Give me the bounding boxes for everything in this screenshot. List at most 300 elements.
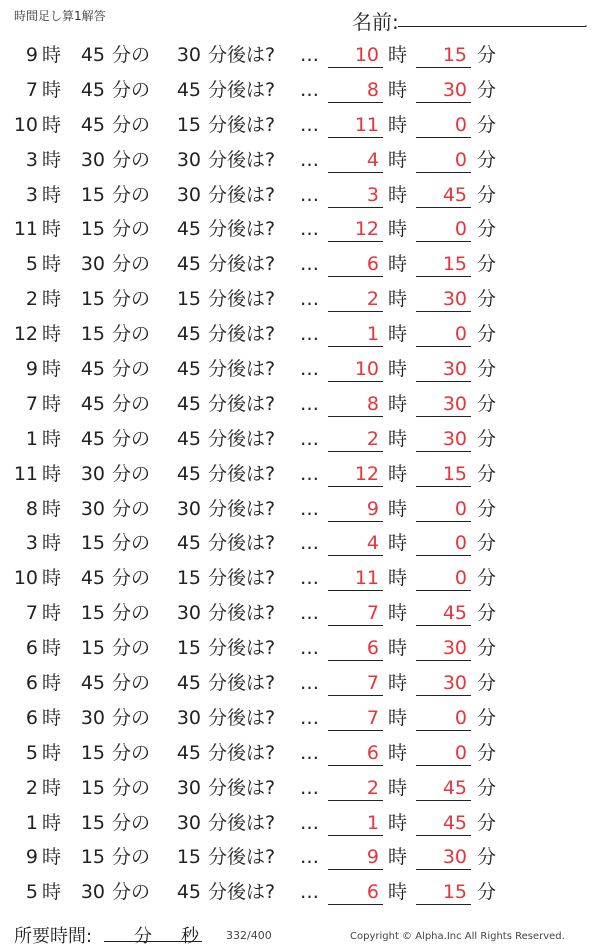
answer-minute[interactable]: 15	[416, 38, 471, 68]
answer-hour[interactable]: 1	[328, 317, 383, 347]
problem-start-minute: 30	[80, 497, 105, 520]
answer-hour-unit: 時	[388, 637, 408, 660]
page-number: 332/400	[226, 929, 272, 942]
problem-row	[0, 317, 600, 352]
answer-hour[interactable]: 2	[328, 282, 383, 312]
ellipsis: …	[300, 602, 319, 625]
answer-hour-unit: 時	[388, 113, 408, 136]
ellipsis: …	[300, 706, 319, 729]
minute-of-label: 分の	[112, 323, 151, 346]
answer-hour[interactable]: 11	[328, 108, 383, 138]
answer-minute[interactable]: 0	[416, 526, 471, 556]
ellipsis: …	[300, 218, 319, 241]
minutes-after-label: 分後は?	[208, 497, 276, 520]
problem-added-minutes: 45	[176, 78, 201, 101]
answer-minute[interactable]: 0	[416, 317, 471, 347]
answer-minute[interactable]: 30	[416, 840, 471, 870]
answer-hour-unit: 時	[388, 392, 408, 415]
problem-row	[0, 701, 600, 736]
problem-added-minutes: 15	[176, 288, 201, 311]
hour-unit: 時	[42, 462, 62, 485]
ellipsis: …	[300, 776, 319, 799]
problem-start-hour: 10	[13, 567, 38, 590]
answer-minute[interactable]: 15	[416, 875, 471, 905]
answer-hour[interactable]: 8	[328, 387, 383, 417]
problem-start-hour: 5	[25, 253, 38, 276]
ellipsis: …	[300, 741, 319, 764]
problem-start-hour: 7	[25, 78, 38, 101]
problem-start-minute: 15	[80, 323, 105, 346]
answer-minute-unit: 分	[477, 567, 497, 590]
ellipsis: …	[300, 846, 319, 869]
hour-unit: 時	[42, 881, 62, 904]
ellipsis: …	[300, 288, 319, 311]
minute-of-label: 分の	[112, 392, 151, 415]
problem-start-minute: 15	[80, 532, 105, 555]
minute-of-label: 分の	[112, 183, 151, 206]
answer-hour-unit: 時	[388, 288, 408, 311]
name-label: 名前:	[352, 10, 399, 34]
problem-start-hour: 11	[13, 218, 38, 241]
problem-added-minutes: 45	[176, 741, 201, 764]
answer-hour[interactable]: 7	[328, 596, 383, 626]
answer-minute-unit: 分	[477, 358, 497, 381]
answer-hour-unit: 時	[388, 846, 408, 869]
answer-minute-unit: 分	[477, 672, 497, 695]
problem-row	[0, 736, 600, 771]
answer-hour[interactable]: 12	[328, 457, 383, 487]
problem-start-hour: 2	[25, 776, 38, 799]
answer-hour[interactable]: 6	[328, 736, 383, 766]
problem-start-minute: 15	[80, 637, 105, 660]
hour-unit: 時	[42, 358, 62, 381]
minute-of-label: 分の	[112, 776, 151, 799]
answer-minute[interactable]: 30	[416, 282, 471, 312]
hour-unit: 時	[42, 323, 62, 346]
minute-of-label: 分の	[112, 78, 151, 101]
answer-minute[interactable]: 15	[416, 247, 471, 277]
answer-hour-unit: 時	[388, 183, 408, 206]
problem-added-minutes: 30	[176, 776, 201, 799]
answer-hour[interactable]: 4	[328, 143, 383, 173]
problem-start-hour: 12	[13, 323, 38, 346]
problem-added-minutes: 45	[176, 881, 201, 904]
answer-hour-unit: 時	[388, 148, 408, 171]
problem-start-minute: 45	[80, 392, 105, 415]
answer-hour-unit: 時	[388, 78, 408, 101]
minute-of-label: 分の	[112, 253, 151, 276]
answer-minute[interactable]: 30	[416, 666, 471, 696]
problem-row	[0, 875, 600, 910]
answer-minute-unit: 分	[477, 427, 497, 450]
problem-start-hour: 2	[25, 288, 38, 311]
answer-hour-unit: 時	[388, 672, 408, 695]
hour-unit: 時	[42, 288, 62, 311]
problem-row	[0, 108, 600, 143]
problem-start-minute: 30	[80, 706, 105, 729]
answer-minute-unit: 分	[477, 78, 497, 101]
problem-added-minutes: 15	[176, 846, 201, 869]
minutes-after-label: 分後は?	[208, 532, 276, 555]
problem-added-minutes: 45	[176, 427, 201, 450]
problem-added-minutes: 30	[176, 183, 201, 206]
name-end-mark: .	[584, 16, 588, 30]
answer-minute-unit: 分	[477, 602, 497, 625]
minute-of-label: 分の	[112, 637, 151, 660]
problem-added-minutes: 45	[176, 532, 201, 555]
problem-start-minute: 30	[80, 148, 105, 171]
hour-unit: 時	[42, 497, 62, 520]
ellipsis: …	[300, 637, 319, 660]
problem-start-minute: 15	[80, 183, 105, 206]
problem-start-hour: 3	[25, 532, 38, 555]
answer-hour[interactable]: 9	[328, 492, 383, 522]
problem-row	[0, 73, 600, 108]
hour-unit: 時	[42, 253, 62, 276]
problem-start-hour: 6	[25, 706, 38, 729]
minutes-after-label: 分後は?	[208, 113, 276, 136]
ellipsis: …	[300, 183, 319, 206]
minute-of-label: 分の	[112, 358, 151, 381]
answer-minute-unit: 分	[477, 392, 497, 415]
problem-row	[0, 178, 600, 213]
answer-minute-unit: 分	[477, 44, 497, 66]
answer-minute-unit: 分	[477, 218, 497, 241]
answer-minute[interactable]: 0	[416, 492, 471, 522]
hour-unit: 時	[42, 811, 62, 834]
answer-hour-unit: 時	[388, 218, 408, 241]
minutes-after-label: 分後は?	[208, 288, 276, 311]
answer-hour-unit: 時	[388, 741, 408, 764]
minutes-after-label: 分後は?	[208, 323, 276, 346]
problem-row	[0, 666, 600, 701]
minute-of-label: 分の	[112, 427, 151, 450]
minute-of-label: 分の	[112, 741, 151, 764]
minutes-after-label: 分後は?	[208, 846, 276, 869]
problem-added-minutes: 15	[176, 113, 201, 136]
answer-hour[interactable]: 11	[328, 561, 383, 591]
ellipsis: …	[300, 427, 319, 450]
answer-hour[interactable]: 6	[328, 875, 383, 905]
answer-minute[interactable]: 0	[416, 561, 471, 591]
answer-minute[interactable]: 45	[416, 771, 471, 801]
time-second-unit: 秒	[181, 926, 199, 947]
problem-added-minutes: 45	[176, 253, 201, 276]
problem-row	[0, 387, 600, 422]
minutes-after-label: 分後は?	[208, 148, 276, 171]
problem-added-minutes: 45	[176, 392, 201, 415]
problem-start-minute: 45	[80, 44, 105, 66]
answer-hour[interactable]: 10	[328, 352, 383, 382]
answer-hour-unit: 時	[388, 776, 408, 799]
answer-hour[interactable]: 12	[328, 212, 383, 242]
minute-of-label: 分の	[112, 462, 151, 485]
minutes-after-label: 分後は?	[208, 253, 276, 276]
answer-hour[interactable]: 1	[328, 806, 383, 836]
problem-start-minute: 15	[80, 811, 105, 834]
minute-of-label: 分の	[112, 811, 151, 834]
answer-hour-unit: 時	[388, 427, 408, 450]
answer-hour-unit: 時	[388, 811, 408, 834]
answer-minute[interactable]: 45	[416, 806, 471, 836]
answer-hour-unit: 時	[388, 706, 408, 729]
answer-minute-unit: 分	[477, 741, 497, 764]
answer-minute-unit: 分	[477, 183, 497, 206]
minute-of-label: 分の	[112, 532, 151, 555]
problem-list	[0, 38, 600, 910]
answer-hour[interactable]: 8	[328, 73, 383, 103]
answer-minute[interactable]: 0	[416, 701, 471, 731]
problem-start-hour: 6	[25, 672, 38, 695]
problem-row	[0, 526, 600, 561]
problem-start-minute: 45	[80, 113, 105, 136]
minutes-after-label: 分後は?	[208, 462, 276, 485]
minutes-after-label: 分後は?	[208, 881, 276, 904]
ellipsis: …	[300, 78, 319, 101]
answer-hour[interactable]: 3	[328, 178, 383, 208]
problem-start-minute: 45	[80, 427, 105, 450]
answer-hour[interactable]: 4	[328, 526, 383, 556]
problem-start-minute: 45	[80, 78, 105, 101]
ellipsis: …	[300, 113, 319, 136]
answer-minute[interactable]: 0	[416, 143, 471, 173]
answer-minute[interactable]: 0	[416, 736, 471, 766]
problem-row	[0, 631, 600, 666]
problem-start-hour: 5	[25, 881, 38, 904]
hour-unit: 時	[42, 602, 62, 625]
hour-unit: 時	[42, 637, 62, 660]
hour-unit: 時	[42, 44, 62, 66]
problem-start-hour: 9	[25, 44, 38, 66]
ellipsis: …	[300, 811, 319, 834]
problem-row	[0, 422, 600, 457]
answer-hour[interactable]: 2	[328, 422, 383, 452]
problem-added-minutes: 45	[176, 358, 201, 381]
answer-hour-unit: 時	[388, 532, 408, 555]
problem-row	[0, 282, 600, 317]
minute-of-label: 分の	[112, 846, 151, 869]
problem-added-minutes: 15	[176, 637, 201, 660]
minute-of-label: 分の	[112, 218, 151, 241]
problem-added-minutes: 30	[176, 148, 201, 171]
problem-row	[0, 38, 600, 73]
answer-minute-unit: 分	[477, 113, 497, 136]
minutes-after-label: 分後は?	[208, 706, 276, 729]
problem-added-minutes: 30	[176, 44, 201, 66]
hour-unit: 時	[42, 392, 62, 415]
answer-hour[interactable]: 2	[328, 771, 383, 801]
worksheet-title: 時間足し算1解答	[14, 9, 106, 23]
problem-start-hour: 9	[25, 358, 38, 381]
problem-start-hour: 5	[25, 741, 38, 764]
problem-row	[0, 771, 600, 806]
minute-of-label: 分の	[112, 567, 151, 590]
answer-minute[interactable]: 0	[416, 212, 471, 242]
answer-hour-unit: 時	[388, 462, 408, 485]
hour-unit: 時	[42, 706, 62, 729]
problem-added-minutes: 45	[176, 462, 201, 485]
minutes-after-label: 分後は?	[208, 358, 276, 381]
ellipsis: …	[300, 462, 319, 485]
ellipsis: …	[300, 672, 319, 695]
problem-row	[0, 492, 600, 527]
time-minute-unit: 分	[134, 926, 152, 947]
problem-start-hour: 8	[25, 497, 38, 520]
problem-start-minute: 15	[80, 288, 105, 311]
copyright-notice: Copyright © Alpha.Inc All Rights Reserved.	[350, 931, 565, 942]
minutes-after-label: 分後は?	[208, 741, 276, 764]
minutes-after-label: 分後は?	[208, 392, 276, 415]
minutes-after-label: 分後は?	[208, 776, 276, 799]
minute-of-label: 分の	[112, 113, 151, 136]
problem-start-hour: 10	[13, 113, 38, 136]
problem-row	[0, 596, 600, 631]
minute-of-label: 分の	[112, 881, 151, 904]
problem-start-hour: 7	[25, 602, 38, 625]
hour-unit: 時	[42, 532, 62, 555]
answer-minute[interactable]: 45	[416, 178, 471, 208]
minutes-after-label: 分後は?	[208, 602, 276, 625]
answer-minute-unit: 分	[477, 323, 497, 346]
problem-start-hour: 1	[25, 427, 38, 450]
problem-start-hour: 6	[25, 637, 38, 660]
answer-hour[interactable]: 9	[328, 840, 383, 870]
answer-hour-unit: 時	[388, 497, 408, 520]
problem-added-minutes: 30	[176, 706, 201, 729]
ellipsis: …	[300, 392, 319, 415]
answer-minute[interactable]: 0	[416, 108, 471, 138]
minute-of-label: 分の	[112, 288, 151, 311]
problem-start-minute: 30	[80, 881, 105, 904]
minute-of-label: 分の	[112, 148, 151, 171]
problem-row	[0, 806, 600, 841]
ellipsis: …	[300, 532, 319, 555]
hour-unit: 時	[42, 567, 62, 590]
problem-start-hour: 9	[25, 846, 38, 869]
minute-of-label: 分の	[112, 44, 151, 66]
minute-of-label: 分の	[112, 706, 151, 729]
answer-minute-unit: 分	[477, 706, 497, 729]
minutes-after-label: 分後は?	[208, 672, 276, 695]
problem-start-hour: 3	[25, 148, 38, 171]
hour-unit: 時	[42, 78, 62, 101]
answer-hour-unit: 時	[388, 358, 408, 381]
answer-minute[interactable]: 30	[416, 352, 471, 382]
answer-minute[interactable]: 45	[416, 596, 471, 626]
problem-added-minutes: 30	[176, 497, 201, 520]
problem-start-hour: 1	[25, 811, 38, 834]
problem-row	[0, 561, 600, 596]
problem-row	[0, 457, 600, 492]
ellipsis: …	[300, 881, 319, 904]
hour-unit: 時	[42, 741, 62, 764]
answer-hour-unit: 時	[388, 323, 408, 346]
problem-row	[0, 247, 600, 282]
answer-hour[interactable]: 6	[328, 631, 383, 661]
problem-row	[0, 840, 600, 875]
problem-start-hour: 7	[25, 392, 38, 415]
answer-minute-unit: 分	[477, 288, 497, 311]
answer-minute-unit: 分	[477, 532, 497, 555]
answer-minute[interactable]: 30	[416, 422, 471, 452]
answer-hour[interactable]: 10	[328, 38, 383, 68]
answer-hour[interactable]: 6	[328, 247, 383, 277]
answer-minute-unit: 分	[477, 462, 497, 485]
answer-minute[interactable]: 30	[416, 631, 471, 661]
answer-minute-unit: 分	[477, 253, 497, 276]
answer-hour-unit: 時	[388, 881, 408, 904]
minutes-after-label: 分後は?	[208, 427, 276, 450]
answer-minute-unit: 分	[477, 776, 497, 799]
problem-start-minute: 15	[80, 602, 105, 625]
problem-start-minute: 45	[80, 358, 105, 381]
hour-unit: 時	[42, 113, 62, 136]
ellipsis: …	[300, 148, 319, 171]
problem-start-minute: 15	[80, 776, 105, 799]
answer-minute-unit: 分	[477, 811, 497, 834]
minute-of-label: 分の	[112, 602, 151, 625]
problem-start-hour: 3	[25, 183, 38, 206]
hour-unit: 時	[42, 427, 62, 450]
hour-unit: 時	[42, 183, 62, 206]
ellipsis: …	[300, 44, 319, 66]
ellipsis: …	[300, 358, 319, 381]
answer-minute[interactable]: 30	[416, 73, 471, 103]
answer-hour-unit: 時	[388, 253, 408, 276]
answer-minute[interactable]: 15	[416, 457, 471, 487]
hour-unit: 時	[42, 148, 62, 171]
hour-unit: 時	[42, 672, 62, 695]
minute-of-label: 分の	[112, 672, 151, 695]
minutes-after-label: 分後は?	[208, 44, 276, 66]
minute-of-label: 分の	[112, 497, 151, 520]
ellipsis: …	[300, 497, 319, 520]
minutes-after-label: 分後は?	[208, 78, 276, 101]
problem-start-minute: 15	[80, 846, 105, 869]
problem-start-minute: 45	[80, 672, 105, 695]
answer-hour[interactable]: 7	[328, 666, 383, 696]
answer-minute-unit: 分	[477, 881, 497, 904]
answer-minute-unit: 分	[477, 637, 497, 660]
problem-start-hour: 11	[13, 462, 38, 485]
answer-minute-unit: 分	[477, 846, 497, 869]
minutes-after-label: 分後は?	[208, 811, 276, 834]
problem-start-minute: 30	[80, 253, 105, 276]
problem-row	[0, 352, 600, 387]
problem-added-minutes: 45	[176, 218, 201, 241]
answer-minute[interactable]: 30	[416, 387, 471, 417]
answer-hour[interactable]: 7	[328, 701, 383, 731]
problem-added-minutes: 30	[176, 602, 201, 625]
minutes-after-label: 分後は?	[208, 218, 276, 241]
ellipsis: …	[300, 567, 319, 590]
minutes-after-label: 分後は?	[208, 183, 276, 206]
problem-start-minute: 15	[80, 218, 105, 241]
problem-added-minutes: 45	[176, 672, 201, 695]
time-required-label: 所要時間:	[14, 926, 93, 947]
answer-minute-unit: 分	[477, 148, 497, 171]
problem-added-minutes: 45	[176, 323, 201, 346]
problem-start-minute: 15	[80, 741, 105, 764]
problem-start-minute: 45	[80, 567, 105, 590]
answer-hour-unit: 時	[388, 602, 408, 625]
answer-hour-unit: 時	[388, 44, 408, 66]
name-field-line[interactable]	[398, 26, 586, 27]
problem-start-minute: 30	[80, 462, 105, 485]
hour-unit: 時	[42, 218, 62, 241]
problem-added-minutes: 30	[176, 811, 201, 834]
answer-hour-unit: 時	[388, 567, 408, 590]
